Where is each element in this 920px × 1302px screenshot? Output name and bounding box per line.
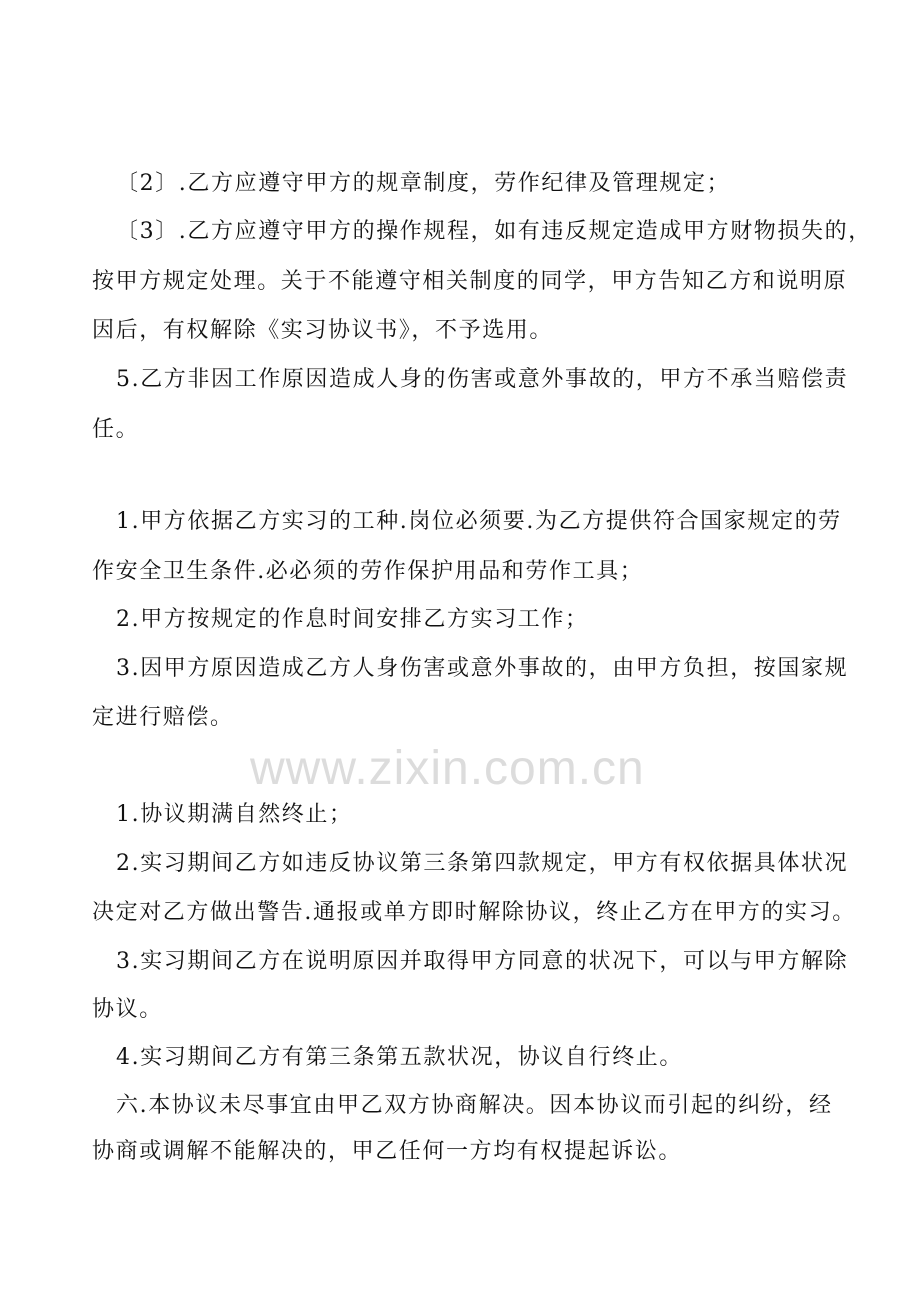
text-line: 定进行赔偿。: [92, 705, 234, 730]
text-line: 2.实习期间乙方如违反协议第三条第四款规定，甲方有权依据具体状况: [116, 851, 849, 876]
text-line: 六.本协议未尽事宜由甲乙双方协商解决。因本协议而引起的纠纷，经: [116, 1093, 833, 1118]
text-line: 因后，有权解除《实习协议书》，不予选用。: [92, 318, 554, 343]
text-line: 1.甲方依据乙方实习的工种.岗位必须要.为乙方提供符合国家规定的劳: [116, 509, 842, 534]
text-line: 〔2〕.乙方应遵守甲方的规章制度，劳作纪律及管理规定；: [116, 171, 731, 196]
text-line: 2.甲方按规定的作息时间安排乙方实习工作；: [116, 607, 589, 632]
text-line: 决定对乙方做出警告.通报或单方即时解除协议，终止乙方在甲方的实习。: [92, 900, 856, 925]
text-line: 5.乙方非因工作原因造成人身的伤害或意外事故的，甲方不承当赔偿责: [116, 367, 849, 392]
text-line: 4.实习期间乙方有第三条第五款状况，协议自行终止。: [116, 1045, 683, 1070]
text-line: 按甲方规定处理。关于不能遵守相关制度的同学，甲方告知乙方和说明原: [92, 269, 848, 294]
text-line: 3.因甲方原因造成乙方人身伤害或意外事故的，由甲方负担，按国家规: [116, 656, 849, 681]
text-line: 1.协议期满自然终止；: [116, 802, 353, 827]
text-line: 〔3〕.乙方应遵守甲方的操作规程，如有违反规定造成甲方财物损失的，: [116, 219, 872, 244]
text-line: 作安全卫生条件.必必须的劳作保护用品和劳作工具；: [92, 559, 644, 584]
watermark: www.zixin.com.cn: [250, 742, 645, 795]
text-line: 任。: [92, 417, 140, 442]
text-line: 协议。: [92, 997, 163, 1022]
text-line: 3.实习期间乙方在说明原因并取得甲方同意的状况下，可以与甲方解除: [116, 949, 849, 974]
text-line: 协商或调解不能解决的，甲乙任何一方均有权提起诉讼。: [92, 1139, 683, 1164]
